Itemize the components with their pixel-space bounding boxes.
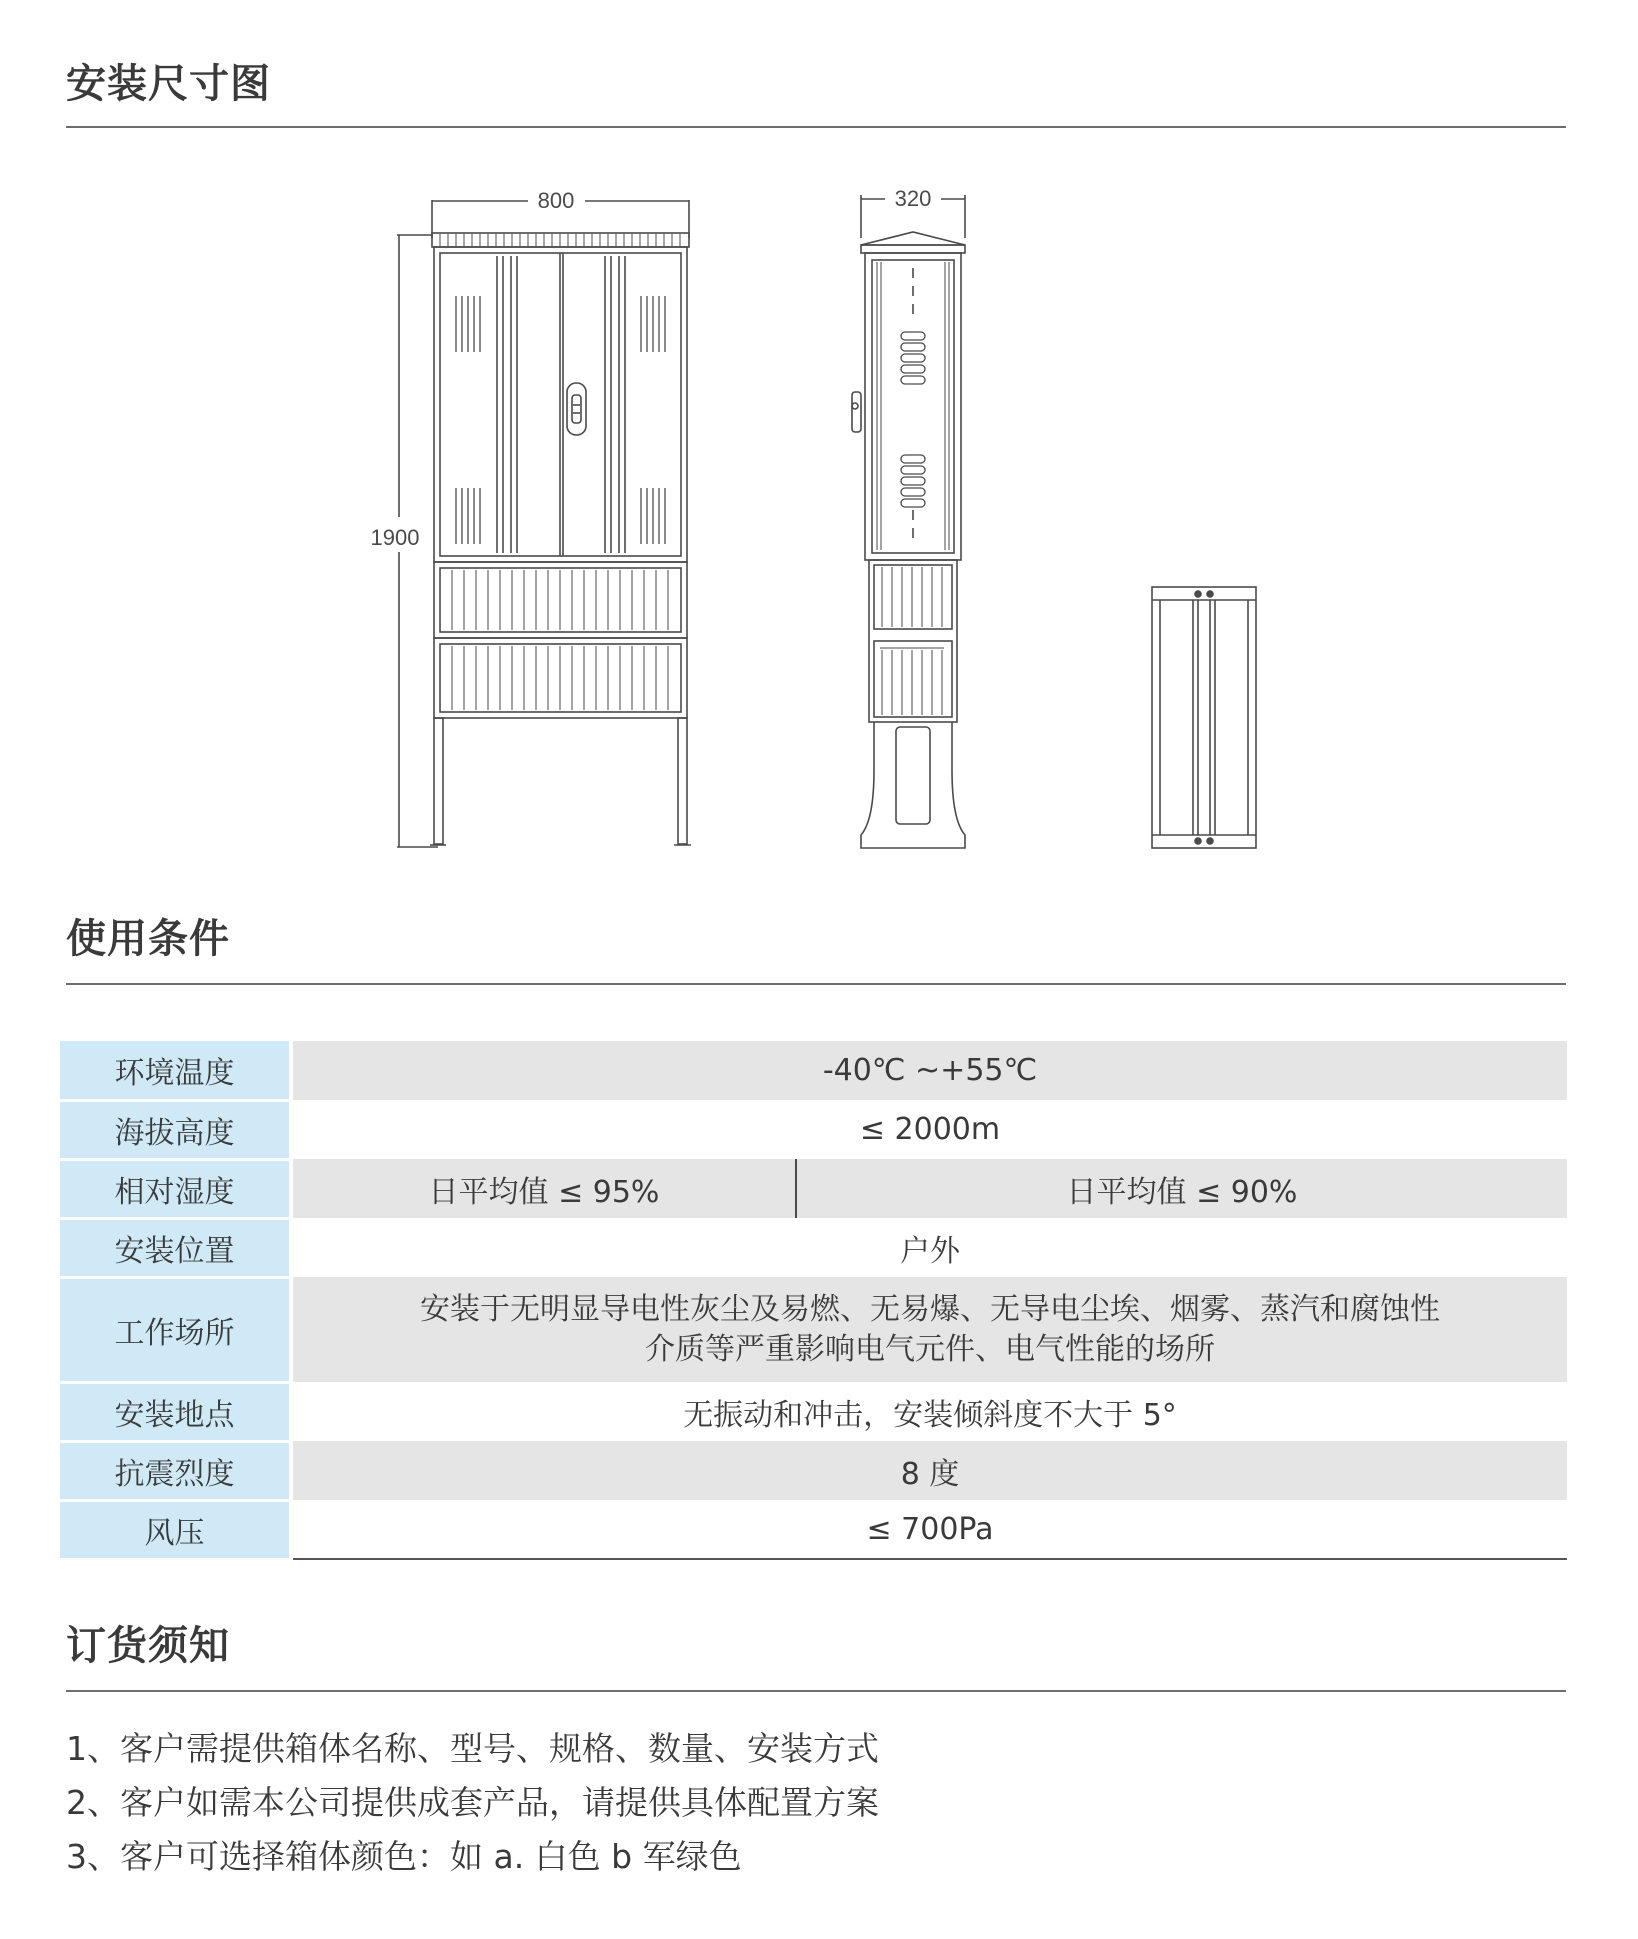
row-label: 安装位置 [60, 1218, 291, 1277]
conditions-table [60, 1041, 1567, 1561]
front-view [371, 188, 691, 847]
row-label: 安装地点 [60, 1382, 291, 1441]
row-label: 海拔高度 [60, 1100, 291, 1159]
row-value: 8 度 [291, 1441, 1567, 1500]
conditions-section-title: 使用条件 [66, 916, 230, 962]
row-value: 无振动和冲击，安装倾斜度不大于 5° [291, 1382, 1567, 1441]
row-value: ≤ 2000m [291, 1100, 1567, 1159]
install-section-title: 安装尺寸图 [66, 61, 271, 107]
table-row [60, 1159, 1567, 1218]
row-value: 户外 [291, 1218, 1567, 1277]
table-row [60, 1100, 1567, 1159]
row-label: 相对湿度 [60, 1159, 291, 1218]
table-row [60, 1218, 1567, 1277]
height-dimension: 1900 [370, 525, 420, 550]
workplace-line-1: 安装于无明显导电性灰尘及易燃、无易爆、无导电尘埃、烟雾、蒸汽和腐蚀性 [420, 1291, 1440, 1327]
side-view [852, 186, 965, 848]
installation-dimension-drawing [0, 0, 1638, 880]
side-width-dimension: 320 [894, 186, 932, 211]
table-row [60, 1500, 1567, 1559]
row-label: 风压 [60, 1500, 291, 1559]
front-width-dimension: 800 [537, 188, 575, 213]
table-row [60, 1382, 1567, 1441]
workplace-line-2: 介质等严重影响电气元件、电气性能的场所 [645, 1331, 1215, 1367]
row-label: 抗震烈度 [60, 1441, 291, 1500]
order-notes-list [66, 1722, 879, 1884]
row-value: ≤ 700Pa [291, 1500, 1567, 1559]
row-value: -40℃ ~+55℃ [291, 1041, 1567, 1100]
order-section-rule [66, 1690, 1566, 1692]
list-item: 2、客户如需本公司提供成套产品，请提供具体配置方案 [66, 1783, 879, 1822]
table-row [60, 1441, 1567, 1500]
humidity-right-value: 日平均值 ≤ 90% [1066, 1174, 1298, 1210]
table-row [60, 1277, 1567, 1382]
conditions-section-rule [66, 983, 1566, 985]
list-item: 1、客户需提供箱体名称、型号、规格、数量、安装方式 [66, 1729, 879, 1768]
list-item: 3、客户可选择箱体颜色：如 a. 白色 b 军绿色 [66, 1837, 742, 1876]
table-row [60, 1041, 1567, 1100]
row-value-split [291, 1159, 1567, 1218]
row-label: 工作场所 [60, 1277, 291, 1382]
humidity-left-value: 日平均值 ≤ 95% [293, 1159, 797, 1218]
order-section-title: 订货须知 [66, 1623, 230, 1669]
row-label: 环境温度 [60, 1041, 291, 1100]
row-value [291, 1277, 1567, 1382]
top-view [1152, 587, 1256, 848]
